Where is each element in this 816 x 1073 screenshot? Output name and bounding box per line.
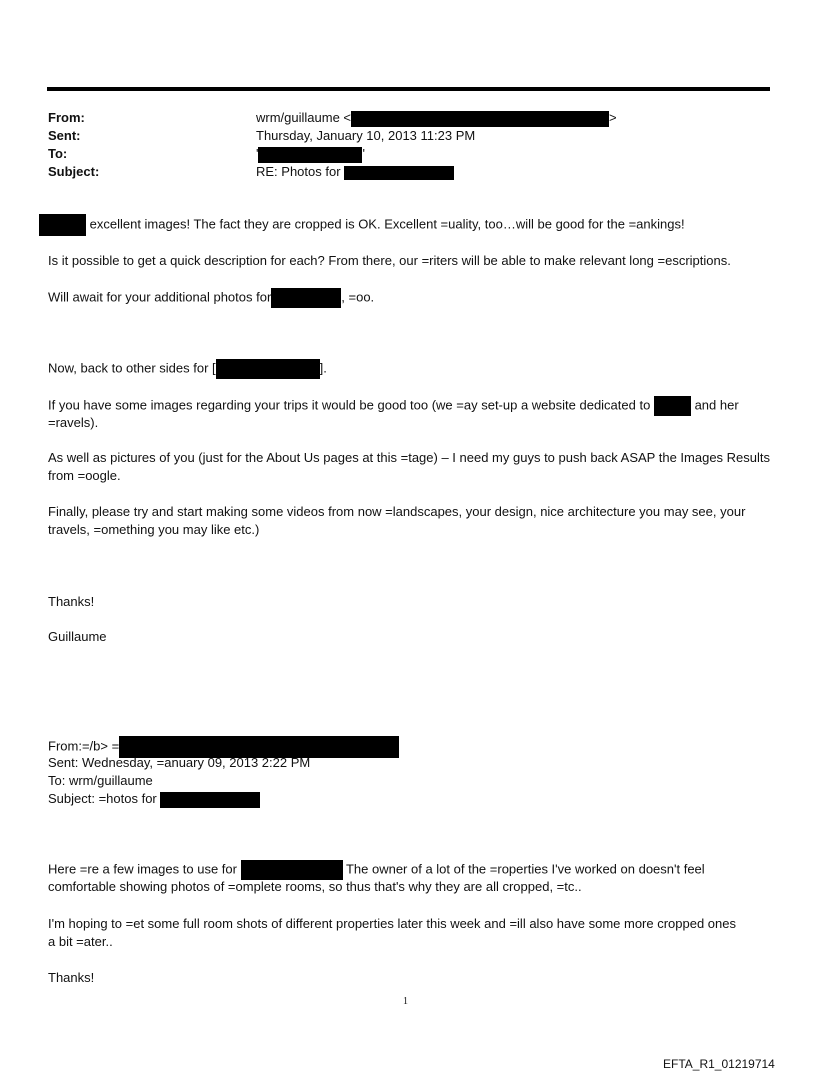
quoted-thanks: Thanks! [48,970,95,985]
body-text: Now, back to other sides for [ [48,360,216,376]
body-paragraph-1 [39,214,685,236]
header-rule [47,87,770,91]
subject-label: Subject: [48,164,100,179]
to-row [48,145,617,163]
from-close: > [609,110,617,125]
to-label: To: [48,146,68,161]
body-paragraph-4 [48,359,327,379]
document-id: EFTA_R1_01219714 [663,1057,775,1071]
quoted-paragraph-2: I'm hoping to =et some full room shots of different properties later this week and =ill also have some more cropped ones [48,916,736,931]
body-text: The owner of a lot of the =roperties I've worked on doesn't feel [345,861,705,877]
from-row [48,109,617,127]
redaction-block [271,288,341,308]
body-text: ]. [319,360,327,376]
body-text: and her [694,397,739,413]
quoted-paragraph-2-line-2: a bit =ater.. [48,934,113,949]
from-label: From: [48,110,85,125]
quoted-from-text: From:=/b> = [48,738,120,754]
quoted-paragraph-1 [48,860,705,880]
from-value: wrm/guillaume < [256,110,352,125]
signature: Guillaume [48,629,107,644]
quoted-subject [48,790,260,808]
body-text: Here =re a few images to use for [48,861,237,877]
redaction-block [160,792,260,808]
sent-value: Thursday, January 10, 2013 11:23 PM [256,128,476,143]
sent-label: Sent: [48,128,81,143]
quoted-to: To: wrm/guillaume [48,773,153,788]
body-paragraph-7: Finally, please try and start making some videos from now =landscapes, your design, nice architecture you may see, your travels, =omething you may like etc.) [48,504,746,537]
redaction-block [344,166,454,180]
body-text: If you have some images regarding your trips it would be good too (we =ay set-up a website dedicated to [48,397,651,413]
body-text: Will await for your additional photos for [48,289,272,305]
redaction-block [654,396,691,416]
redaction-block [258,146,365,163]
body-text: excellent images! The fact they are cropped is OK. Excellent =uality, too…will be good for the =ankings! [89,216,685,232]
body-paragraph-5 [48,396,739,416]
to-quote-close: ' [362,146,365,161]
sent-row [48,127,617,145]
subject-value: RE: Photos for [256,164,341,179]
body-paragraph-6: As well as pictures of you (just for the About Us pages at this =tage) – I need my guys to push back ASAP the Images Results from =oogle. [48,450,771,483]
redaction-block [216,359,320,379]
quoted-paragraph-1-line-2: comfortable showing photos of =omplete rooms, so thus that's why they are all cropped, =tc.. [48,879,582,894]
body-thanks: Thanks! [48,594,95,609]
redaction-block [351,111,609,127]
redaction-block [241,860,343,880]
body-paragraph-5-line-2: =ravels). [48,415,99,430]
quoted-sent: Sent: Wednesday, =anuary 09, 2013 2:22 PM [48,755,311,770]
quoted-subject-text: Subject: =hotos for [48,791,157,806]
page-number: 1 [403,996,408,1007]
to-quote-open: ' [256,146,259,161]
body-paragraph-3 [48,288,374,308]
redaction-block [39,214,86,236]
body-text: , =oo. [341,289,375,305]
body-paragraph-2: Is it possible to get a quick description for each? From there, our =riters will be able to make relevant long =escriptions. [48,253,731,268]
email-header [48,109,617,181]
subject-row [48,163,617,181]
